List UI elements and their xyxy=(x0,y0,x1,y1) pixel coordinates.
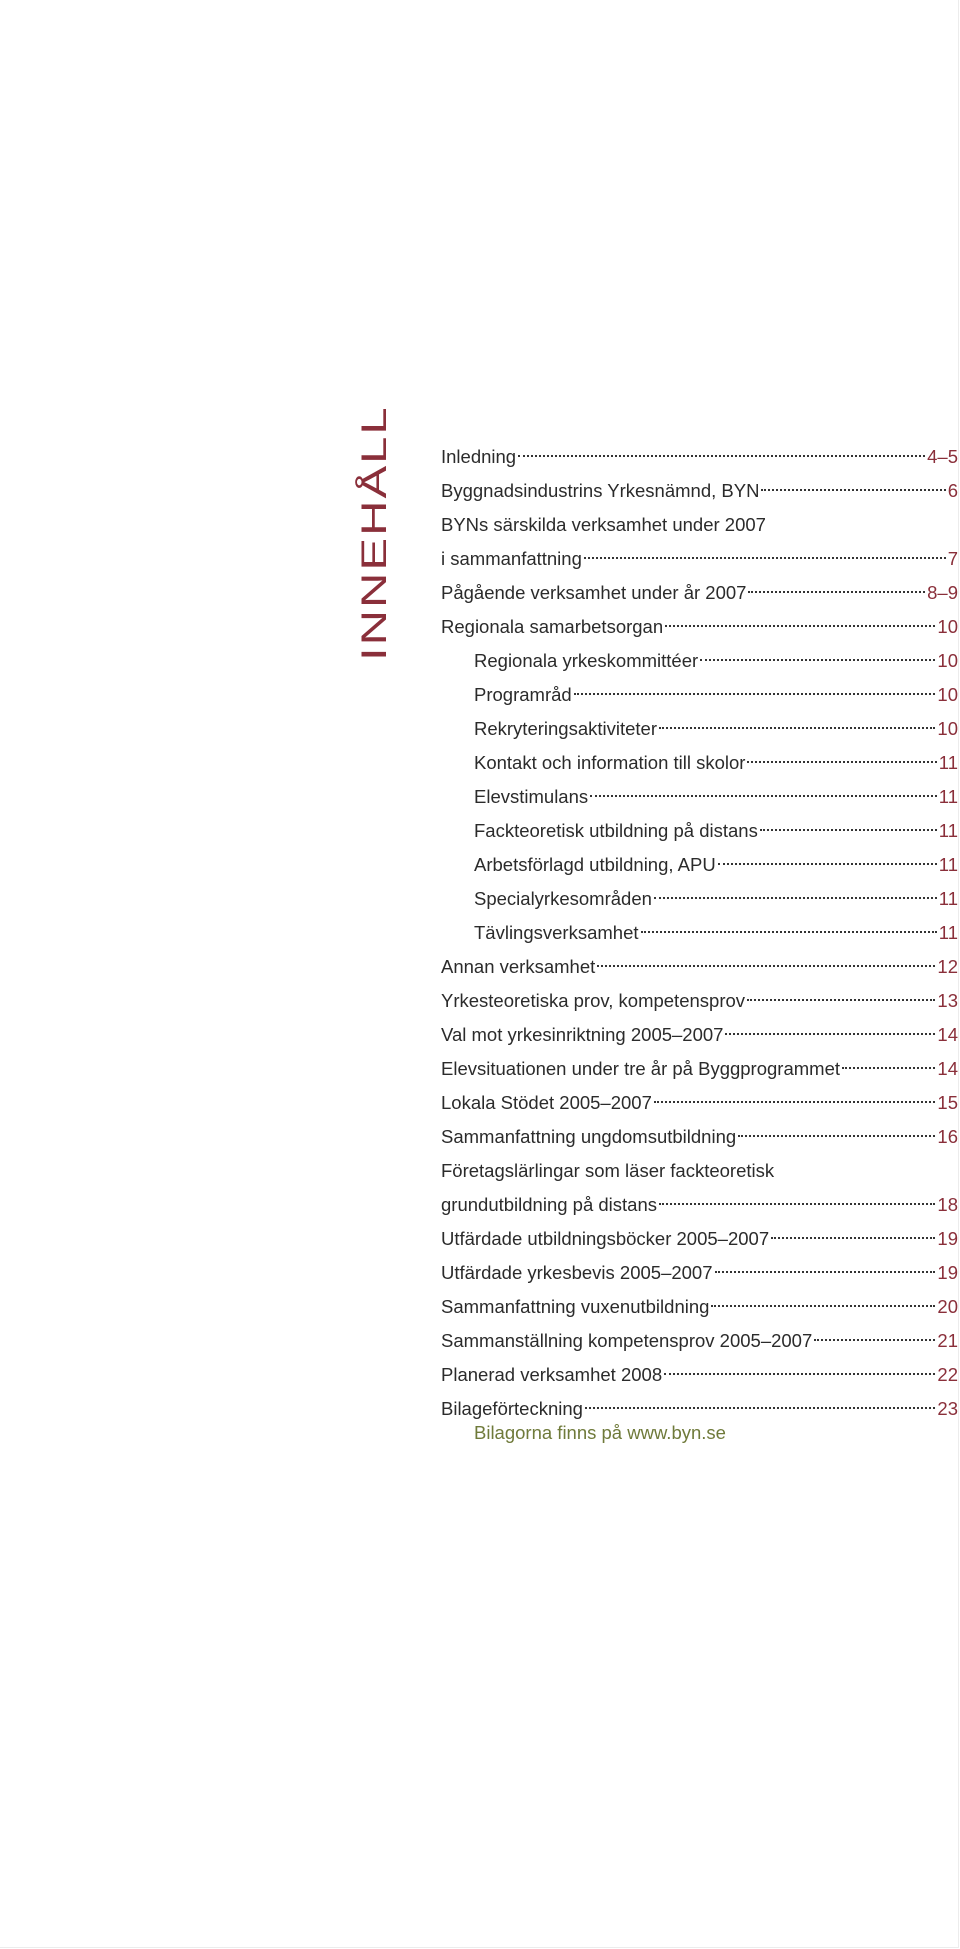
toc-entry-label: Bilageförteckning xyxy=(441,1398,583,1419)
toc-dot-leader xyxy=(518,455,925,457)
toc-entry-label: Utfärdade yrkesbevis 2005–2007 xyxy=(441,1262,713,1283)
toc-entry-label: Rekryteringsaktiviteter xyxy=(474,718,658,739)
toc-entry-yrkeskommitteer[interactable] xyxy=(441,644,960,678)
toc-entry-foretagslarlingar[interactable] xyxy=(441,1154,960,1222)
toc-entry-page: 18 xyxy=(937,1194,958,1215)
toc-dot-leader xyxy=(747,761,936,763)
toc-entry-inledning[interactable] xyxy=(441,440,960,474)
toc-entry-page: 11 xyxy=(938,888,958,909)
toc-entry-sarskilda-verksamhet[interactable] xyxy=(441,508,960,576)
toc-entry-annan-verksamhet[interactable] xyxy=(441,950,960,984)
toc-dot-leader xyxy=(654,897,937,899)
toc-dot-leader xyxy=(574,693,936,695)
toc-entry-tavlingsverksamhet[interactable] xyxy=(441,916,960,950)
toc-entry-label: Val mot yrkesinriktning 2005–2007 xyxy=(441,1024,724,1045)
toc-entry-label: Arbetsförlagd utbildning, APU xyxy=(474,854,716,875)
toc-entry-label: Regionala yrkeskommittéer xyxy=(474,650,699,671)
toc-dot-leader xyxy=(842,1067,935,1069)
toc-entry-label: Sammanställning kompetensprov 2005–2007 xyxy=(441,1330,813,1351)
table-of-contents xyxy=(441,440,960,1426)
toc-dot-leader xyxy=(665,625,935,627)
toc-entry-label: Programråd xyxy=(474,684,572,705)
toc-entry-page: 13 xyxy=(937,990,958,1011)
toc-entry-regionala-samarbetsorgan[interactable] xyxy=(441,610,960,644)
toc-entry-label: Elevstimulans xyxy=(474,786,589,807)
toc-entry-lokala-stodet[interactable] xyxy=(441,1086,960,1120)
toc-dot-leader xyxy=(715,1271,936,1273)
toc-entry-page: 6 xyxy=(947,480,958,501)
toc-entry-page: 12 xyxy=(937,956,958,977)
toc-dot-leader xyxy=(725,1033,935,1035)
toc-entry-utbildningsbocker[interactable] xyxy=(441,1222,960,1256)
toc-entry-byn[interactable] xyxy=(441,474,960,508)
toc-entry-label: Fackteoretisk utbildning på distans xyxy=(474,820,758,841)
toc-entry-elevstimulans[interactable] xyxy=(441,780,960,814)
toc-dot-leader xyxy=(711,1305,935,1307)
toc-dot-leader xyxy=(718,863,937,865)
toc-entry-page: 22 xyxy=(937,1364,958,1385)
toc-entry-val-yrkesinriktning[interactable] xyxy=(441,1018,960,1052)
toc-entry-page: 7 xyxy=(947,548,958,569)
toc-entry-label: grundutbildning på distans xyxy=(441,1194,657,1215)
toc-entry-label: Pågående verksamhet under år 2007 xyxy=(441,582,747,603)
toc-entry-sammanfattning-ungdom[interactable] xyxy=(441,1120,960,1154)
toc-dot-leader xyxy=(654,1101,936,1103)
toc-entry-page: 11 xyxy=(938,922,958,943)
toc-entry-label: Yrkesteoretiska prov, kompetensprov xyxy=(441,990,746,1011)
toc-entry-label: Planerad verksamhet 2008 xyxy=(441,1364,663,1385)
toc-entry-page: 11 xyxy=(938,786,958,807)
toc-entry-kontakt-skolor[interactable] xyxy=(441,746,960,780)
toc-entry-page: 10 xyxy=(937,616,958,637)
toc-dot-leader xyxy=(747,999,935,1001)
toc-entry-label: Utfärdade utbildningsböcker 2005–2007 xyxy=(441,1228,770,1249)
toc-dot-leader xyxy=(585,1407,936,1409)
toc-dot-leader xyxy=(761,489,945,491)
toc-dot-leader xyxy=(814,1339,935,1341)
toc-entry-page: 16 xyxy=(937,1126,958,1147)
toc-entry-page: 19 xyxy=(937,1262,958,1283)
toc-entry-rekryteringsaktiviteter[interactable] xyxy=(441,712,960,746)
toc-entry-sammanfattning-vuxen[interactable] xyxy=(441,1290,960,1324)
toc-entry-label: Regionala samarbetsorgan xyxy=(441,616,664,637)
toc-entry-label: Kontakt och information till skolor xyxy=(474,752,746,773)
appendix-note: Bilagorna finns på www.byn.se xyxy=(474,1422,726,1443)
toc-entry-pagaende-verksamhet[interactable] xyxy=(441,576,960,610)
toc-entry-page: 10 xyxy=(937,650,958,671)
toc-entry-page: 8–9 xyxy=(927,582,958,603)
toc-entry-kompetensprov[interactable] xyxy=(441,1324,960,1358)
toc-dot-leader xyxy=(760,829,937,831)
toc-entry-page: 15 xyxy=(937,1092,958,1113)
toc-entry-label: i sammanfattning xyxy=(441,548,582,569)
toc-entry-label: Lokala Stödet 2005–2007 xyxy=(441,1092,652,1113)
toc-entry-label: Tävlingsverksamhet xyxy=(474,922,639,943)
toc-entry-page: 19 xyxy=(937,1228,958,1249)
toc-entry-page: 20 xyxy=(937,1296,958,1317)
toc-entry-label: Annan verksamhet xyxy=(441,956,596,977)
toc-dot-leader xyxy=(664,1373,935,1375)
toc-entry-apu[interactable] xyxy=(441,848,960,882)
toc-entry-page: 21 xyxy=(937,1330,958,1351)
toc-entry-fackteoretisk-distans[interactable] xyxy=(441,814,960,848)
toc-entry-page: 14 xyxy=(937,1058,958,1079)
toc-entry-label: Inledning xyxy=(441,446,517,467)
toc-entry-planerad-verksamhet[interactable] xyxy=(441,1358,960,1392)
toc-entry-specialyrkesomraden[interactable] xyxy=(441,882,960,916)
toc-entry-page: 11 xyxy=(938,820,958,841)
toc-entry-label: Specialyrkesområden xyxy=(474,888,652,909)
toc-entry-label: Byggnadsindustrins Yrkesnämnd, BYN xyxy=(441,480,760,501)
toc-entry-page: 4–5 xyxy=(927,446,958,467)
toc-dot-leader xyxy=(771,1237,935,1239)
toc-dot-leader xyxy=(700,659,935,661)
toc-entry-yrkesbevis[interactable] xyxy=(441,1256,960,1290)
page-title: INNEHÅLL xyxy=(355,405,395,661)
toc-entry-elevsituationen[interactable] xyxy=(441,1052,960,1086)
toc-dot-leader xyxy=(748,591,925,593)
toc-dot-leader xyxy=(659,727,935,729)
toc-entry-label-line1: Företagslärlingar som läser fackteoretisk xyxy=(441,1160,775,1181)
toc-entry-page: 10 xyxy=(937,684,958,705)
toc-entry-programrad[interactable] xyxy=(441,678,960,712)
toc-entry-page: 11 xyxy=(938,854,958,875)
toc-dot-leader xyxy=(738,1135,935,1137)
toc-entry-label: Sammanfattning vuxenutbildning xyxy=(441,1296,710,1317)
toc-entry-label-line1: BYNs särskilda verksamhet under 2007 xyxy=(441,514,766,535)
toc-entry-page: 23 xyxy=(937,1398,958,1419)
toc-dot-leader xyxy=(641,931,937,933)
toc-dot-leader xyxy=(584,557,946,559)
toc-entry-page: 11 xyxy=(938,752,958,773)
toc-dot-leader xyxy=(659,1203,935,1205)
toc-entry-page: 14 xyxy=(937,1024,958,1045)
toc-entry-label: Sammanfattning ungdomsutbildning xyxy=(441,1126,737,1147)
toc-entry-yrkesteoretiska-prov[interactable] xyxy=(441,984,960,1018)
toc-dot-leader xyxy=(597,965,935,967)
toc-entry-label: Elevsituationen under tre år på Byggprogrammet xyxy=(441,1058,840,1079)
toc-entry-page: 10 xyxy=(937,718,958,739)
toc-dot-leader xyxy=(590,795,937,797)
